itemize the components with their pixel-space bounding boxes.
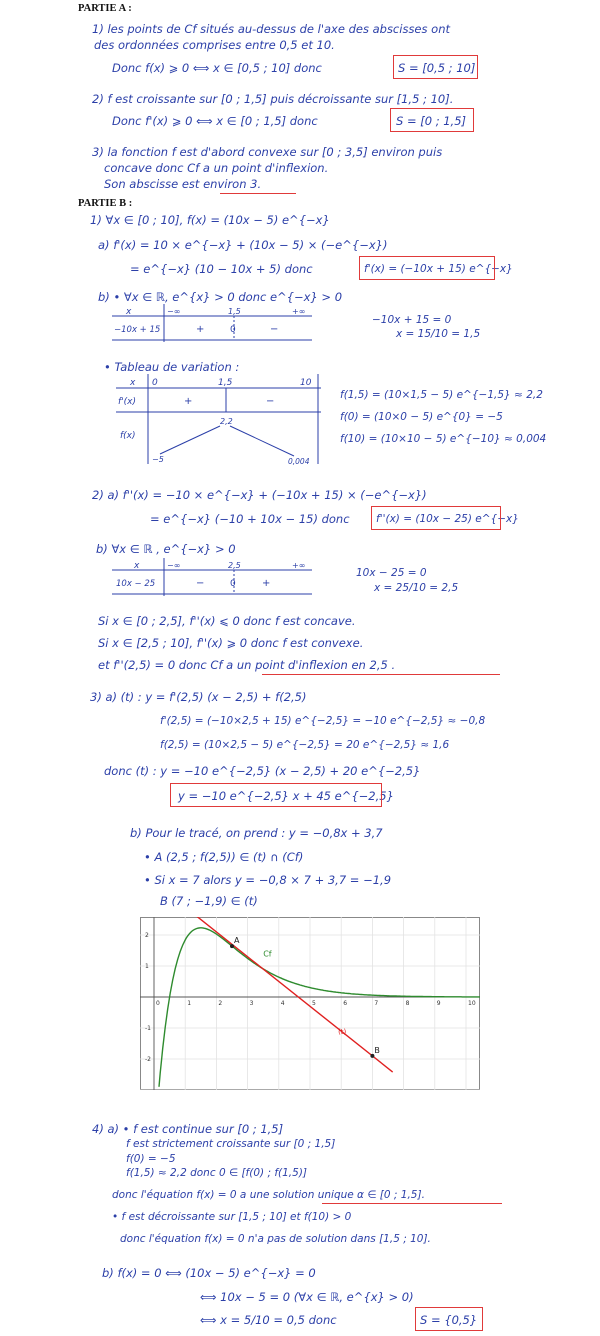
b4a-line7: donc l'équation f(x) = 0 n'a pas de solution dans [1,5 ; 10]. [120, 1233, 431, 1245]
b2a-line2: = e^{−x} (−10 + 10x − 15) donc [150, 512, 350, 526]
underline [262, 674, 500, 675]
answer-box [371, 506, 501, 530]
var-x-val: 10 [300, 378, 312, 388]
b4b-answer: S = {0,5} [420, 1313, 478, 1327]
a1-line3: Donc f(x) ⩾ 0 ⟺ x ∈ [0,5 ; 10] donc [112, 61, 322, 75]
var-side-1: f(1,5) = (10×1,5 − 5) e^{−1,5} ≈ 2,2 [340, 389, 543, 401]
var-f-label: f(x) [120, 431, 136, 441]
underline [322, 1203, 502, 1204]
conc-2: Si x ∈ [2,5 ; 10], f''(x) ⩾ 0 donc f est convexe. [98, 636, 364, 650]
b3b-line3: • Si x = 7 alors y = −0,8 × 7 + 3,7 = −1,9 [144, 873, 392, 887]
variation-table [116, 374, 326, 466]
y-tick-label: 1 [145, 963, 149, 970]
x-tick-label: 7 [374, 1000, 379, 1007]
b4b-line3: ⟺ x = 5/10 = 0,5 donc [200, 1313, 337, 1327]
var-side-2: f(0) = (10×0 − 5) e^{0} = −5 [340, 411, 503, 423]
b4b-line2: ⟺ 10x − 5 = 0 (∀x ∈ ℝ, e^{x} > 0) [200, 1290, 414, 1304]
sign2-x-label: x [134, 561, 140, 571]
b1a-line2: = e^{−x} (10 − 10x + 5) donc [130, 262, 313, 276]
sign-table-1 [112, 304, 317, 344]
sign2-sign: − [196, 578, 205, 589]
sign2-x-val: 2,5 [228, 561, 241, 570]
sign2-sign: + [262, 578, 271, 589]
b3b-line1: b) Pour le tracé, on prend : y = −0,8x + 3,7 [130, 826, 383, 840]
x-tick-label: 5 [312, 1000, 316, 1007]
b4b-line1: b) f(x) = 0 ⟺ (10x − 5) e^{−x} = 0 [102, 1266, 316, 1280]
var-title: • Tableau de variation : [104, 360, 240, 374]
a3-line2: concave donc Cf a un point d'inflexion. [104, 161, 329, 175]
underline [220, 193, 296, 194]
x-tick-label: 2 [218, 1000, 223, 1007]
function-graph [140, 917, 480, 1090]
sign1-x-val: +∞ [292, 307, 306, 316]
b3a-answer: y = −10 e^{−2,5} x + 45 e^{−2,5} [178, 789, 394, 803]
b3a-line2: f'(2,5) = (−10×2,5 + 15) e^{−2,5} = −10 e^{−2,5} ≈ −0,8 [160, 715, 486, 727]
side1-line2: x = 15/10 = 1,5 [396, 328, 481, 340]
sign1-x-val: −∞ [167, 307, 181, 316]
b2b-line1: b) ∀x ∈ ℝ , e^{−x} > 0 [96, 542, 236, 556]
answer-box [393, 55, 478, 79]
sign1-sign: + [196, 324, 205, 335]
x-tick-label: 10 [468, 1000, 476, 1007]
answer-box [170, 783, 382, 807]
a2-answer: S = [0 ; 1,5] [396, 114, 467, 128]
y-tick-label: -2 [145, 1056, 151, 1063]
sign2-row-label: 10x − 25 [116, 579, 156, 589]
decrease-arrow [230, 426, 294, 456]
var-fp-sign: − [266, 396, 275, 407]
sign2-sign: 0 [230, 579, 236, 589]
sign1-sign: − [270, 324, 279, 335]
b1a-answer: f'(x) = (−10x + 15) e^{−x} [364, 263, 513, 275]
sign1-row-label: −10x + 15 [114, 325, 161, 335]
x-tick-label: 8 [405, 1000, 410, 1007]
var-fp-sign: + [184, 396, 193, 407]
label-t: (t) [338, 1028, 347, 1037]
a3-line1: 3) la fonction f est d'abord convexe sur [0 ; 3,5] environ puis [92, 145, 443, 159]
sign1-sign: 0 [230, 325, 236, 335]
partie-b-heading: PARTIE B : [78, 198, 133, 209]
answer-box [415, 1307, 483, 1331]
a1-line2: des ordonnées comprises entre 0,5 et 10. [94, 38, 335, 52]
a3-line3: Son abscisse est environ 3. [104, 177, 262, 191]
side2-line1: 10x − 25 = 0 [356, 567, 427, 579]
y-tick-label: 2 [145, 932, 149, 939]
conc-1: Si x ∈ [0 ; 2,5], f''(x) ⩽ 0 donc f est concave. [98, 614, 356, 628]
side2-line2: x = 25/10 = 2,5 [374, 582, 459, 594]
var-x-val: 0 [152, 378, 158, 388]
partie-a-heading: PARTIE A : [78, 3, 132, 14]
a2-line2: Donc f'(x) ⩾ 0 ⟺ x ∈ [0 ; 1,5] donc [112, 114, 318, 128]
x-tick-label: 3 [249, 1000, 254, 1007]
answer-box [359, 256, 495, 280]
b3b-line4: B (7 ; −1,9) ∈ (t) [160, 894, 258, 908]
x-tick-label: 1 [187, 1000, 192, 1007]
var-f-min: −5 [152, 455, 164, 464]
sign1-x-val: 1,5 [228, 307, 241, 316]
increase-arrow [160, 426, 220, 454]
b3b-line2: • A (2,5 ; f(2,5)) ∈ (t) ∩ (Cf) [144, 850, 304, 864]
b1-intro: 1) ∀x ∈ [0 ; 10], f(x) = (10x − 5) e^{−x} [90, 213, 330, 227]
a1-answer: S = [0,5 ; 10] [398, 61, 476, 75]
b4a-line1: 4) a) • f est continue sur [0 ; 1,5] [92, 1122, 284, 1136]
var-x-val: 1,5 [218, 378, 233, 388]
b4a-line5: donc l'équation f(x) = 0 a une solution unique α ∈ [0 ; 1,5]. [112, 1189, 425, 1201]
b1a-line1: a) f'(x) = 10 × e^{−x} + (10x − 5) × (−e^{−x}) [98, 238, 388, 252]
b2a-answer: f''(x) = (10x − 25) e^{−x} [376, 513, 519, 525]
b1b-line1: b) • ∀x ∈ ℝ, e^{x} > 0 donc e^{−x} > 0 [98, 290, 343, 304]
label-b: B [374, 1045, 380, 1055]
sign1-x-label: x [126, 307, 132, 317]
a1-line1: 1) les points de Cf situés au-dessus de l'axe des abscisses ont [92, 22, 450, 36]
b4a-line2: f est strictement croissante sur [0 ; 1,5] [126, 1138, 336, 1150]
sign-table-2 [112, 558, 317, 598]
b3a-line1: 3) a) (t) : y = f'(2,5) (x − 2,5) + f(2,5) [90, 690, 307, 704]
b3a-line4: donc (t) : y = −10 e^{−2,5} (x − 2,5) + 20 e^{−2,5} [104, 764, 421, 778]
var-x-label: x [130, 378, 136, 388]
sign2-x-val: +∞ [292, 561, 306, 570]
var-side-3: f(10) = (10×10 − 5) e^{−10} ≈ 0,004 [340, 433, 547, 445]
answer-box [390, 108, 474, 132]
x-tick-label: 9 [436, 1000, 441, 1007]
sign2-x-val: −∞ [167, 561, 181, 570]
var-fp-label: f'(x) [118, 397, 136, 407]
y-tick-label: -1 [145, 1025, 151, 1032]
b4a-line3: f(0) = −5 [126, 1153, 176, 1165]
x-tick-label: 4 [280, 1000, 285, 1007]
label-a: A [234, 936, 240, 946]
b3a-line3: f(2,5) = (10×2,5 − 5) e^{−2,5} = 20 e^{−2,5} ≈ 1,6 [160, 739, 450, 751]
side1-line1: −10x + 15 = 0 [372, 314, 452, 326]
var-f-max: 2,2 [220, 417, 233, 426]
b2a-line1: 2) a) f''(x) = −10 × e^{−x} + (−10x + 15) × (−e^{−x}) [92, 488, 427, 502]
b4a-line6: • f est décroissante sur [1,5 ; 10] et f(10) > 0 [112, 1211, 352, 1223]
conc-3: et f''(2,5) = 0 donc Cf a un point d'inflexion en 2,5 . [98, 658, 396, 672]
label-cf: Cf [263, 949, 272, 959]
var-f-end: 0,004 [288, 457, 310, 466]
a2-line1: 2) f est croissante sur [0 ; 1,5] puis décroissante sur [1,5 ; 10]. [92, 92, 454, 106]
x-tick-label: 6 [343, 1000, 348, 1007]
x-tick-label: 0 [156, 1000, 160, 1007]
b4a-line4: f(1,5) ≈ 2,2 donc 0 ∈ [f(0) ; f(1,5)] [126, 1167, 308, 1179]
